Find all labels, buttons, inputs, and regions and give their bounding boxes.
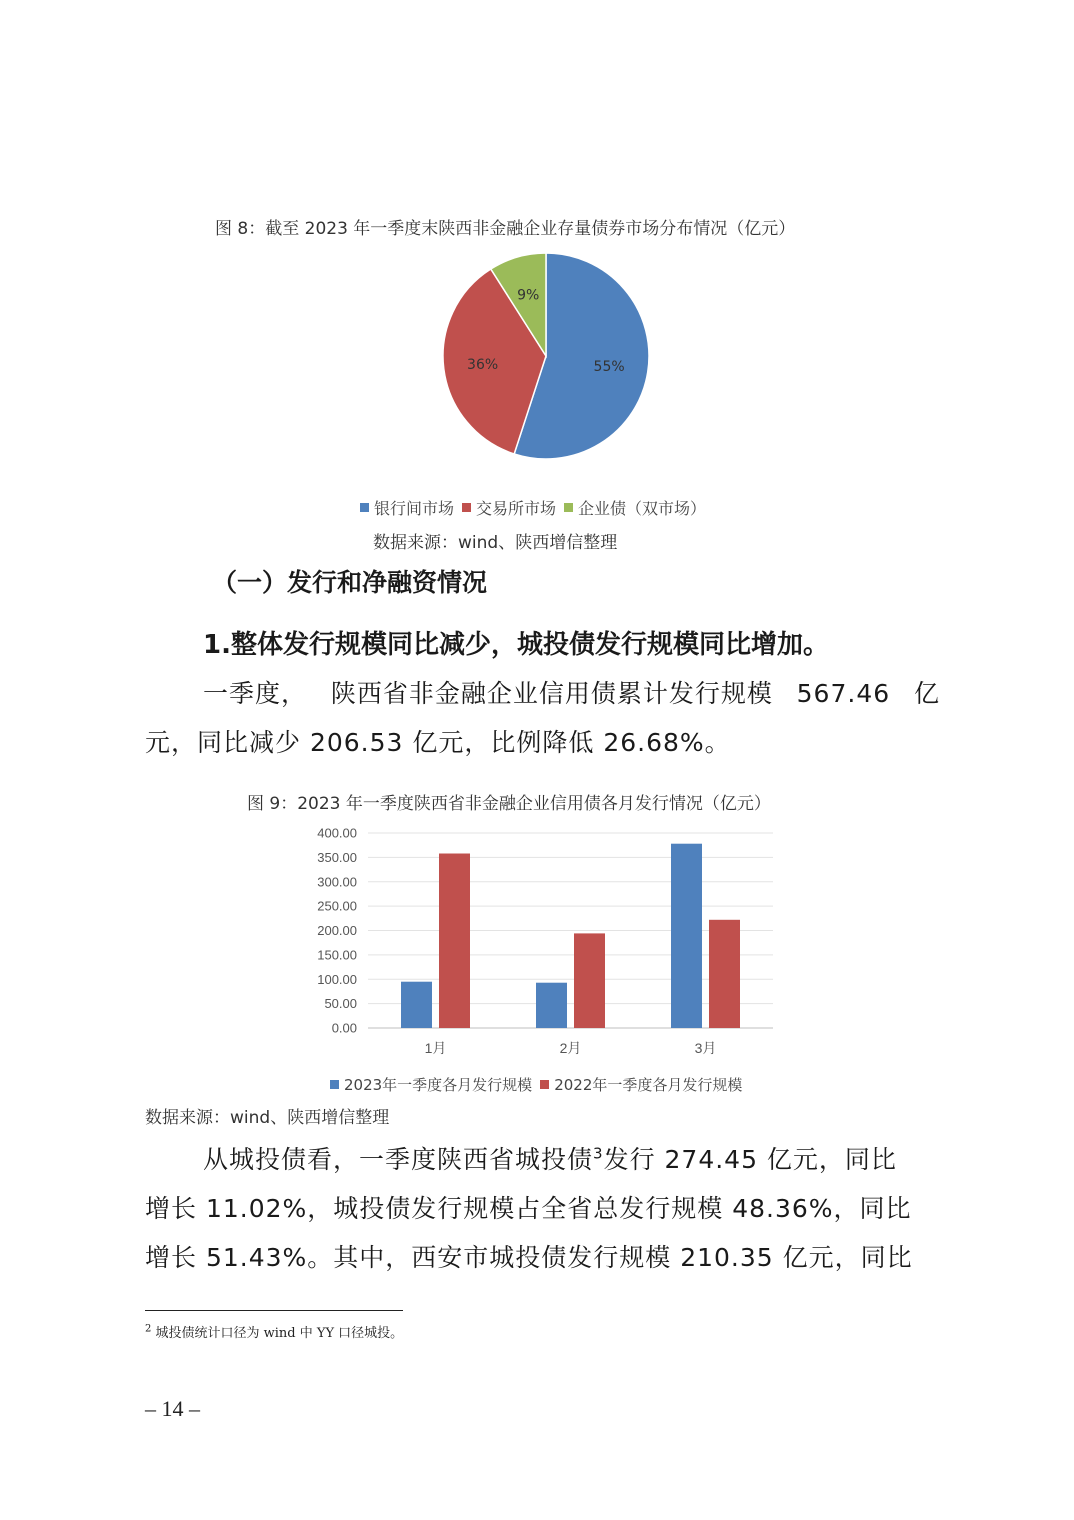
text-span: 567.46 [796,679,891,708]
text-span: 增长 51.43%。其中，西安市城投债发行规模 210.35 亿元，同比 [145,1243,913,1272]
footnote [145,1322,403,1341]
legend-label: 企业债（双市场） [578,499,707,518]
y-tick-label: 0.00 [331,1020,357,1036]
legend-swatch-blue [330,1080,339,1089]
bar [709,920,740,1028]
bar-chart [290,820,790,1100]
x-tick-label: 2月 [559,1040,582,1056]
footnote-divider [145,1310,403,1311]
legend-label: 2022年一季度各月发行规模 [554,1076,743,1094]
legend-swatch-red [462,503,471,512]
bar [401,982,432,1028]
page-number: – 14 – [145,1396,200,1421]
figure9-caption: 图 9：2023 年一季度陕西省非金融企业信用债各月发行情况（亿元） [247,794,771,814]
text-span: 陕西省非金融企业信用债累计发行规模 [330,679,773,708]
legend-label: 交易所市场 [476,499,557,518]
legend-swatch-red [540,1080,549,1089]
text-span: 增长 11.02%，城投债发行规模占全省总发行规模 48.36%，同比 [145,1194,912,1223]
paragraph-issuance [145,669,940,767]
paragraph-urban-investment [145,1135,940,1282]
x-tick-label: 3月 [694,1040,717,1056]
y-tick-label: 400.00 [317,825,357,841]
bar-legend [330,1074,750,1095]
legend-item-enterprise [564,496,706,519]
text-span: 一季度， [203,679,308,708]
bar [536,983,567,1028]
pie-value-label: 9% [517,287,540,304]
y-tick-label: 50.00 [324,996,357,1012]
footnote-number: 2 [145,1323,152,1335]
figure8-source: 数据来源：wind、陕西增信整理 [373,533,618,553]
legend-swatch-blue [360,503,369,512]
figure9-source: 数据来源：wind、陕西增信整理 [145,1108,390,1128]
y-tick-label: 300.00 [317,874,357,890]
legend-label: 银行间市场 [374,499,455,518]
figure8-caption: 图 8：截至 2023 年一季度末陕西非金融企业存量债券市场分布情况（亿元） [215,219,796,239]
pie-legend [360,496,714,519]
legend-label: 2023年一季度各月发行规模 [344,1076,533,1094]
bar [574,933,605,1028]
text-span: 亿 [913,679,940,708]
text-span: 从城投债看，一季度陕西省城投债 [203,1145,594,1174]
legend-item-interbank [360,496,454,519]
pie-value-label: 55% [593,359,625,375]
bar [671,844,702,1028]
section-heading: （一）发行和净融资情况 [212,568,488,597]
legend-item-2022 [540,1074,742,1095]
footnote-text: 城投债统计口径为 wind 中 YY 口径城投。 [151,1326,404,1341]
y-tick-label: 200.00 [317,923,357,938]
section-subheading: 1.整体发行规模同比减少，城投债发行规模同比增加。 [203,630,829,660]
bar [439,854,470,1029]
y-tick-label: 150.00 [317,947,357,963]
y-tick-label: 350.00 [317,849,357,865]
y-tick-label: 100.00 [317,971,357,987]
footnote-marker[interactable]: 3 [593,1144,604,1163]
legend-item-exchange [462,496,556,519]
text-span [203,1135,897,1184]
text-span: 元，同比减少 206.53 亿元，比例降低 26.68%。 [145,728,731,757]
text-span: 发行 274.45 亿元，同比 [603,1145,897,1174]
legend-swatch-green [564,503,573,512]
legend-item-2023 [330,1074,532,1095]
pie-value-label: 36% [467,357,499,373]
x-tick-label: 1月 [424,1040,447,1056]
y-tick-label: 250.00 [317,898,357,914]
pie-chart [430,248,660,468]
